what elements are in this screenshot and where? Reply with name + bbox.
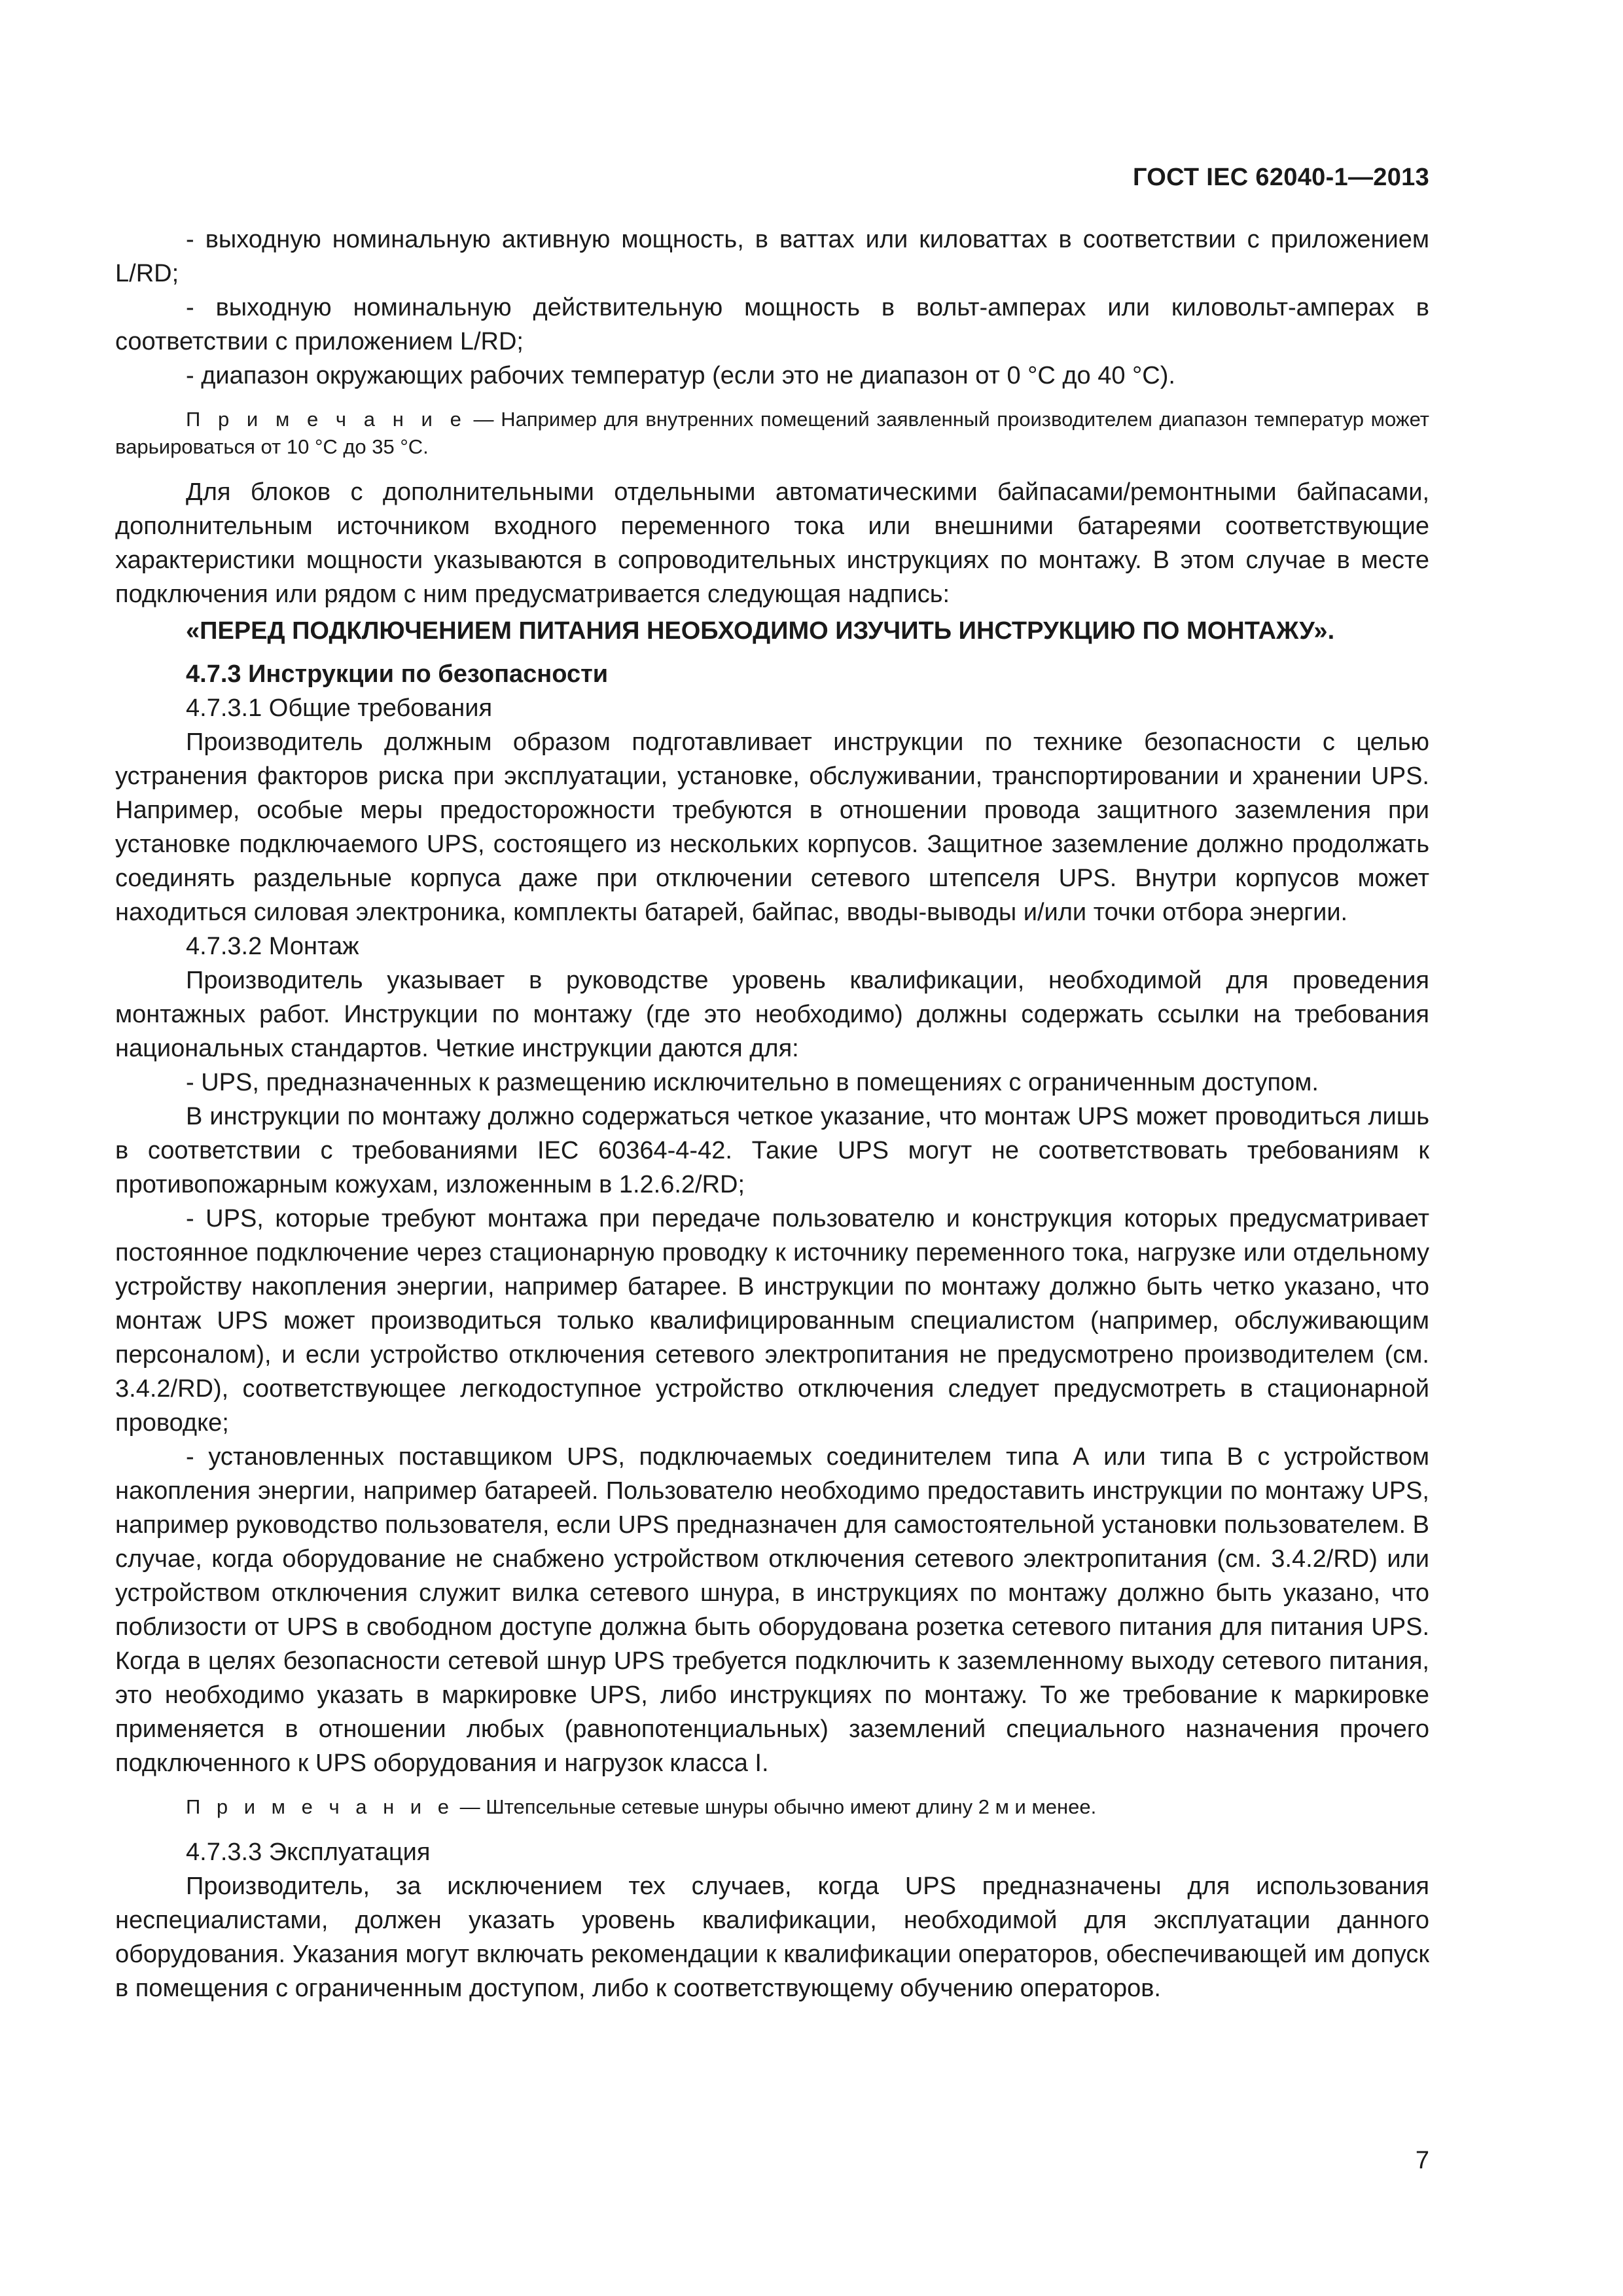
note-temperature [115, 406, 1429, 461]
paragraph-mounting-intro: Производитель указывает в руководстве уровень квалификации, необходимой для проведения монтажных работ. Инструкции по монтажу (где это необходимо) должны содержать ссылки на требования национальных стандартов. Четкие инструкции даются для: [115, 967, 1429, 1062]
list-item-temperature-range: - диапазон окружающих рабочих температур (если это не диапазон от 0 °С до 40 °С). [186, 362, 1175, 389]
list-item-permanent-connection: - UPS, которые требуют монтажа при передаче пользователю и конструкция которых предусматривает постоянное подключение через стационарную проводку к источнику переменного тока, нагрузке или отдельному устройству накопления энергии, например батарее. В инструкции по монтажу должно быть четко указано, что монтаж UPS может производиться только квалифицированным специалистом (например, обслуживающим персоналом), и если устройство отключения сетевого электропитания не предусмотрено производителем (см. 3.4.2/RD), соответствующее легкодоступное устройство отключения следует предусмотреть в стационарной проводке; [115, 1205, 1429, 1437]
list-item-restricted-access: - UPS, предназначенных к размещению исключительно в помещениях с ограниченным доступом. [186, 1069, 1319, 1096]
subsection-heading-4-7-3-3: 4.7.3.3 Эксплуатация [186, 1839, 431, 1866]
warning-text: «ПЕРЕД ПОДКЛЮЧЕНИЕМ ПИТАНИЯ НЕОБХОДИМО ИЗУЧИТЬ ИНСТРУКЦИЮ ПО МОНТАЖУ». [186, 617, 1335, 645]
document-body [115, 223, 1429, 2005]
note-label: П р и м е ч а н и е [186, 1795, 454, 1818]
document-header: ГОСТ IEC 62040-1—2013 [1132, 164, 1429, 191]
note-label: П р и м е ч а н и е [186, 408, 467, 431]
page-number: 7 [1415, 2147, 1429, 2174]
subsection-heading-4-7-3-1: 4.7.3.1 Общие требования [186, 694, 493, 722]
note-text: — Например для внутренних помещений заявленный производителем диапазон температур может варьироваться от 10 °С до 35 °С. [115, 408, 1429, 458]
paragraph-general-requirements: Производитель должным образом подготавливает инструкции по технике безопасности с целью устранения факторов риска при эксплуатации, установке, обслуживании, транспортировании и хранении UPS. Например, особые меры предосторожности требуются в отношении провода защитного заземления при установке подключаемого UPS, состоящего из нескольких корпусов. Защитное заземление должно продолжать соединять раздельные корпуса даже при отключении сетевого штепселя UPS. Внутри корпусов может находиться силовая электроника, комплекты батарей, байпас, вводы-выводы и/или точки отбора энергии. [115, 728, 1429, 926]
paragraph-bypass: Для блоков с дополнительными отдельными автоматическими байпасами/ремонтными байпасами, дополнительным источником входного переменного тока или внешними батареями соответствующие характеристики мощности указываются в сопроводительных инструкциях по монтажу. В этом случае в месте подключения или рядом с ним предусматривается следующая надпись: [115, 478, 1429, 608]
subsection-heading-4-7-3-2: 4.7.3.2 Монтаж [186, 933, 359, 960]
list-item-supplier-installed: - установленных поставщиком UPS, подключаемых соединителем типа А или типа В с устройством накопления энергии, например батареей. Пользователю необходимо предоставить инструкции по монтажу UPS, например руководство пользователя, если UPS предназначен для самостоятельной установки пользователем. В случае, когда оборудование не снабжено устройством отключения сетевого электропитания (см. 3.4.2/RD) или устройством отключения служит вилка сетевого шнура, в инструкциях по монтажу должно быть указано, что поблизости от UPS в свободном доступе должна быть оборудована розетка сетевого питания для питания UPS. Когда в целях безопасности сетевой шнур UPS требуется подключить к заземленному выходу сетевого питания, это необходимо указать в маркировке UPS, либо инструкциях по монтажу. То же требование к маркировке применяется в отношении любых (равнопотенциальных) заземлений специального назначения прочего подключенного к UPS оборудования и нагрузок класса I. [115, 1443, 1429, 1777]
note-power-cords [115, 1793, 1429, 1821]
paragraph-mounting-iec: В инструкции по монтажу должно содержаться четкое указание, что монтаж UPS может проводиться лишь в соответствии с требованиями IEC 60364-4-42. Такие UPS могут не соответствовать требованиям к противопожарным кожухам, изложенным в 1.2.6.2/RD; [115, 1103, 1429, 1198]
note-text: — Штепсельные сетевые шнуры обычно имеют длину 2 м и менее. [454, 1795, 1097, 1818]
list-item-apparent-power: - выходную номинальную действительную мощность в вольт-амперах или киловольт-амперах в соответствии с приложением L/RD; [115, 294, 1429, 355]
paragraph-operation: Производитель, за исключением тех случаев, когда UPS предназначены для использования неспециалистами, должен указать уровень квалификации, необходимой для эксплуатации данного оборудования. Указания могут включать рекомендации к квалификации операторов, обеспечивающей им допуск в помещения с ограниченным доступом, либо к соответствующему обучению операторов. [115, 1873, 1429, 2002]
list-item-active-power: - выходную номинальную активную мощность, в ваттах или киловаттах в соответствии с приложением L/RD; [115, 226, 1429, 287]
section-heading-4-7-3: 4.7.3 Инструкции по безопасности [186, 660, 609, 688]
